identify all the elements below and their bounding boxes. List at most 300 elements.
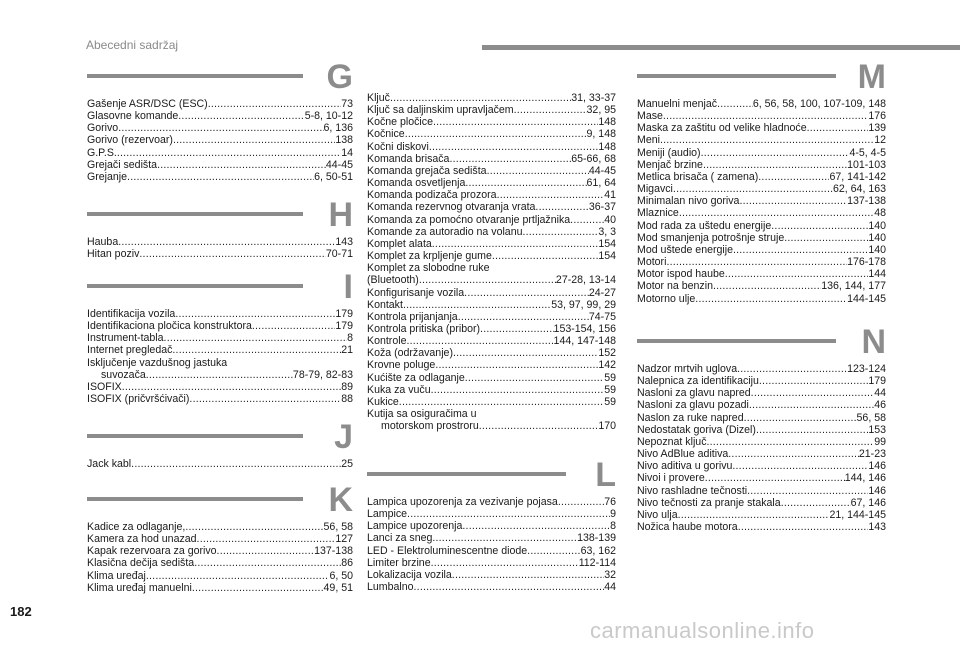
index-entry [367, 420, 616, 432]
entry-term: Identifikacija vozila [87, 308, 176, 320]
index-entry [87, 344, 353, 356]
dot-leader [535, 201, 588, 213]
entry-pages: 152 [598, 347, 616, 360]
index-entry [87, 521, 353, 533]
entry-term: Minimalan nivo goriva [637, 195, 740, 208]
entry-pages: 143 [868, 521, 886, 534]
entry-term: Nivoi i provere [637, 472, 705, 485]
index-entry [637, 448, 886, 460]
entry-term: motorskom prostroru [381, 420, 479, 433]
entry-term: Konfigurisanje vozila [367, 286, 465, 299]
index-entry [637, 134, 886, 146]
dot-leader [172, 344, 341, 356]
entry-pages: 56, 58 [856, 411, 886, 424]
dot-leader [164, 332, 348, 344]
entry-term: Komanda za pomoćno otvaranje prtljažnika [367, 213, 571, 226]
dot-leader [139, 248, 325, 260]
entry-list [637, 363, 886, 533]
entry-pages: 5-8, 10-12 [304, 110, 353, 123]
entry-pages: 154 [598, 250, 616, 263]
entry-pages: 127 [335, 533, 353, 546]
index-entry [367, 323, 616, 335]
entry-pages: 59 [604, 383, 616, 396]
index-entry [637, 256, 886, 268]
dot-leader [194, 557, 341, 569]
index-entry [87, 134, 353, 146]
index-entry [87, 98, 353, 110]
dot-leader [217, 545, 315, 557]
entry-term: Ključ [367, 92, 390, 104]
index-entry [367, 262, 616, 274]
index-entry [367, 520, 616, 532]
dot-leader [431, 384, 605, 396]
page-header-label: Abecedni sadržaj [86, 38, 179, 52]
entry-term: Klima uređaj manuelni [87, 581, 192, 594]
entry-pages: 62, 64, 163 [832, 183, 886, 196]
entry-pages: 179 [335, 308, 353, 320]
entry-pages: 144-145 [847, 292, 886, 305]
dot-leader [464, 287, 589, 299]
entry-term: Komanda brisača [367, 152, 450, 165]
dot-leader [458, 311, 589, 323]
dot-leader [178, 110, 304, 122]
header-bar [482, 45, 960, 50]
index-entry [367, 287, 616, 299]
entry-pages: 140 [868, 243, 886, 256]
entry-pages: 148 [598, 140, 616, 153]
entry-pages: 179 [868, 375, 886, 388]
entry-pages: 142 [598, 359, 616, 372]
entry-pages: 73 [341, 98, 353, 110]
dot-leader [117, 147, 341, 159]
entry-term: Komanda rezervnog otvaranja vrata [367, 201, 536, 214]
entry-pages: 101-103 [847, 158, 886, 171]
dot-leader [419, 274, 556, 286]
index-entry [367, 384, 616, 396]
entry-pages: 6, 50-51 [314, 170, 353, 183]
dot-leader [189, 393, 341, 405]
entry-term: Nivo rashladne tečnosti [637, 484, 748, 497]
entry-pages: 56, 58 [323, 521, 353, 533]
entry-term: Nalepnica za identifikaciju [637, 375, 759, 388]
dot-leader [678, 509, 830, 521]
index-entry [367, 250, 616, 262]
entry-term: Mod uštede energije [637, 243, 733, 256]
section-rule [87, 284, 303, 288]
index-entry [637, 183, 886, 195]
dot-leader [432, 532, 577, 544]
entry-term: Menjač brzine [637, 158, 703, 171]
entry-pages: 67, 141-142 [829, 170, 886, 183]
index-entry [637, 244, 886, 256]
dot-leader [771, 220, 868, 232]
index-entry [367, 335, 616, 347]
entry-term: Kamera za hod unazad [87, 533, 197, 546]
dot-leader [758, 171, 829, 183]
index-entry [367, 201, 616, 213]
entry-term: Nadzor mrtvih uglova [637, 363, 738, 375]
entry-term: Mlaznice [637, 207, 679, 220]
entry-pages: 25 [341, 458, 353, 470]
entry-pages: 4-5, 4-5 [849, 146, 886, 159]
dot-leader [751, 387, 875, 399]
entry-term: Komanda osvetljenja [367, 177, 466, 190]
dot-leader [208, 98, 342, 110]
entry-pages: 32 [604, 568, 616, 581]
entry-pages: 21, 144-145 [829, 508, 886, 521]
entry-pages: 88 [341, 393, 353, 406]
entry-pages: 9, 148 [586, 128, 616, 141]
entry-term: Krovne poluge [367, 359, 436, 372]
index-entry [87, 320, 353, 332]
entry-term: Lumbalno [367, 581, 414, 594]
entry-pages: 146 [868, 484, 886, 497]
dot-leader [570, 214, 604, 226]
entry-term: Nepoznat ključ [637, 435, 707, 448]
entry-term: Kočnice [367, 128, 405, 141]
index-entry [637, 171, 886, 183]
entry-term: Identifikaciona pločica konstruktora [87, 320, 252, 333]
entry-pages: 148 [598, 116, 616, 129]
index-entry [637, 399, 886, 411]
entry-term: Motori [637, 256, 667, 269]
entry-term: Komande za autoradio na volanu [367, 225, 523, 238]
entry-pages: 179 [335, 320, 353, 333]
entry-term: Komplet za slobodne ruke [367, 262, 490, 275]
entry-term: Komplet za krpljenje gume [367, 250, 492, 263]
index-entry [87, 122, 353, 134]
entry-pages: 8 [347, 332, 353, 345]
entry-pages: 44 [874, 387, 886, 400]
entry-term: Komanda grejača sedišta [367, 164, 487, 177]
entry-term: Motor ispod haube [637, 268, 725, 281]
entry-term: ISOFIX [87, 380, 122, 393]
dot-leader [465, 372, 604, 384]
entry-pages: 67, 146 [850, 496, 886, 509]
entry-list [637, 98, 886, 305]
index-section-g [87, 58, 353, 183]
index-entry [87, 248, 353, 260]
entry-pages: 144, 147-148 [553, 335, 616, 348]
entry-pages: 9 [610, 508, 616, 521]
entry-pages: 140 [868, 219, 886, 232]
index-entry [87, 533, 353, 545]
dot-leader [737, 363, 847, 375]
entry-pages: 154 [598, 237, 616, 250]
index-entry [367, 104, 616, 116]
entry-term: Lampice upozorenja [367, 520, 463, 533]
index-entry [367, 128, 616, 140]
dot-leader [414, 581, 605, 593]
index-entry [637, 472, 886, 484]
entry-term: Isključenje vazdušnog jastuka [87, 356, 228, 369]
entry-pages: 48 [874, 207, 886, 220]
entry-pages: 123-124 [847, 363, 886, 375]
dot-leader [703, 159, 847, 171]
dot-leader [449, 153, 571, 165]
index-entry [367, 496, 616, 508]
index-entry [637, 509, 886, 521]
dot-leader [733, 244, 868, 256]
index-entry [367, 153, 616, 165]
entry-pages: 24-27 [588, 286, 616, 299]
dot-leader [435, 359, 598, 371]
index-entry [367, 396, 616, 408]
index-entry [637, 268, 886, 280]
dot-leader [480, 323, 554, 335]
entry-pages: 136, 144, 177 [821, 280, 886, 293]
dot-leader [673, 183, 833, 195]
entry-term: suvozača [101, 368, 146, 381]
entry-term: Kočni diskovi [367, 140, 429, 153]
entry-pages: 31, 33-37 [571, 92, 616, 104]
index-section-m [637, 58, 886, 305]
section-rule [87, 212, 303, 216]
index-section-i [87, 268, 353, 406]
page-number: 182 [10, 604, 32, 619]
section-letter: L [595, 456, 616, 494]
dot-leader [492, 250, 598, 262]
dot-leader [497, 189, 605, 201]
entry-pages: 27-28, 13-14 [555, 274, 616, 287]
entry-term: Motor na benzin [637, 280, 713, 293]
entry-term: Meni [637, 134, 660, 147]
index-entry [367, 508, 616, 520]
dot-leader [131, 458, 341, 470]
dot-leader [122, 381, 341, 393]
entry-term: Grejači sedišta [87, 158, 158, 171]
entry-term: Mod smanjenja potrošnje struje [637, 231, 785, 244]
entry-pages: 36-37 [588, 201, 616, 214]
entry-pages: 146 [868, 460, 886, 473]
entry-term: Lampice [367, 508, 408, 521]
dot-leader [429, 141, 598, 153]
index-entry [637, 98, 886, 110]
index-entry [87, 393, 353, 405]
section-rule [87, 434, 303, 438]
dot-leader [197, 533, 336, 545]
entry-term: Komanda podizača prozora [367, 189, 497, 202]
entry-term: Kočne pločice [367, 116, 433, 129]
entry-term: Ključ sa daljinskim upravljačem [367, 104, 514, 117]
entry-term: Hauba [87, 236, 119, 248]
entry-pages: 144 [868, 268, 886, 281]
index-section-j [87, 418, 353, 470]
entry-pages: 6, 56, 58, 100, 107-109, 148 [752, 98, 886, 110]
entry-term: Kontrole [367, 335, 407, 348]
section-rule [87, 74, 303, 78]
entry-term: Glasovne komande [87, 110, 179, 123]
dot-leader [405, 128, 587, 140]
index-entry [637, 280, 886, 292]
entry-pages: 137-138 [847, 195, 886, 208]
entry-pages: 74-75 [588, 310, 616, 323]
entry-pages: 143 [335, 236, 353, 248]
dot-leader [705, 472, 845, 484]
entry-pages: 76 [604, 496, 616, 508]
index-entry [637, 110, 886, 122]
dot-leader [713, 280, 821, 292]
dot-leader [399, 396, 604, 408]
entry-term: ISOFIX (pričvršćivači) [87, 393, 190, 406]
dot-leader [732, 460, 868, 472]
entry-term: Koža (održavanje) [367, 347, 453, 360]
section-rule [87, 497, 303, 501]
entry-pages: 59 [604, 371, 616, 384]
dot-leader [747, 485, 868, 497]
dot-leader [701, 147, 850, 159]
entry-term: Lokalizacija vozila [367, 568, 452, 581]
index-entry [637, 387, 886, 399]
index-entry [367, 214, 616, 226]
entry-term: Hitan poziv [87, 248, 140, 261]
entry-pages: 65-66, 68 [571, 152, 616, 165]
section-rule [637, 339, 836, 343]
dot-leader [118, 122, 323, 134]
entry-term: Nivo tečnosti za pranje stakala [637, 496, 781, 509]
entry-term: Nedostatak goriva (Dizel) [637, 423, 756, 436]
entry-pages: 78-79, 82-83 [292, 368, 353, 381]
dot-leader [717, 98, 753, 110]
dot-leader [728, 448, 859, 460]
entry-pages: 112-114 [578, 556, 616, 569]
dot-leader [252, 320, 335, 332]
dot-leader [127, 171, 314, 183]
entry-term: Nasloni za glavu napred [637, 387, 751, 400]
dot-leader [514, 104, 587, 116]
index-entry [637, 220, 886, 232]
dot-leader [558, 496, 604, 508]
entry-pages: 139 [868, 122, 886, 135]
dot-leader [660, 134, 874, 146]
index-entry [637, 412, 886, 424]
dot-leader [663, 110, 868, 122]
dot-leader [406, 335, 553, 347]
entry-list [87, 521, 353, 594]
entry-term: Kuka za vuču [367, 383, 431, 396]
entry-pages: 144, 146 [844, 472, 886, 485]
dot-leader [738, 521, 869, 533]
entry-term: Motorno ulje [637, 292, 696, 305]
index-entry [87, 458, 353, 470]
index-entry [367, 141, 616, 153]
dot-leader [407, 508, 610, 520]
dot-leader [185, 521, 323, 533]
index-section-k [87, 481, 353, 594]
dot-leader [146, 570, 330, 582]
entry-pages: 137-138 [314, 545, 353, 558]
entry-term: Metlica brisača ( zamena) [637, 170, 759, 183]
dot-leader [739, 195, 847, 207]
index-entry [637, 122, 886, 134]
entry-pages: 21-23 [858, 448, 886, 461]
index-entry [367, 408, 616, 420]
index-entry [87, 171, 353, 183]
entry-list [367, 496, 616, 593]
dot-leader [403, 299, 551, 311]
index-entry [637, 363, 886, 375]
entry-term: Nožica haube motora [637, 521, 738, 534]
dot-leader [431, 557, 579, 569]
entry-term: Jack kabl [87, 458, 132, 470]
entry-term: Gašenje ASR/DSC (ESC) [87, 98, 208, 110]
index-section-h [87, 196, 353, 261]
entry-pages: 153-154, 156 [553, 322, 616, 335]
entry-pages: 6, 50 [329, 569, 353, 582]
index-entry [367, 189, 616, 201]
dot-leader [479, 420, 599, 432]
section-letter: I [343, 268, 353, 306]
section-rule [367, 472, 566, 476]
index-entry [637, 436, 886, 448]
dot-leader [756, 424, 868, 436]
index-entry [637, 207, 886, 219]
index-section-k-cont [367, 92, 616, 432]
entry-pages: 63, 162 [580, 544, 616, 557]
entry-pages: 46 [874, 399, 886, 412]
entry-term: Maska za zaštitu od velike hladnoće [637, 122, 807, 135]
entry-term: Kadice za odlaganje, [87, 521, 186, 533]
dot-leader [157, 159, 326, 171]
entry-pages: 41 [604, 189, 616, 202]
entry-pages: 53, 97, 99, 29 [551, 298, 616, 311]
entry-pages: 176-178 [847, 256, 886, 269]
entry-pages: 6, 136 [323, 122, 353, 135]
entry-term: Naslon za ruke napred [637, 411, 744, 424]
entry-pages: 176 [868, 110, 886, 123]
index-entry [367, 545, 616, 557]
entry-term: Mod rada za uštedu energije [637, 219, 772, 232]
entry-pages: 153 [868, 423, 886, 436]
index-section-n [637, 323, 886, 534]
entry-term: Lanci za sneg [367, 532, 433, 545]
index-entry [367, 569, 616, 581]
section-rule [637, 74, 836, 78]
section-letter: K [328, 481, 353, 519]
entry-term: Kontrola prijanjanja [367, 310, 458, 323]
index-entry [87, 582, 353, 594]
entry-pages: 49, 51 [323, 581, 353, 594]
section-letter: H [328, 196, 353, 234]
entry-term: Kukice [367, 395, 399, 408]
entry-pages: 138-139 [577, 532, 616, 545]
entry-pages: 70-71 [325, 248, 353, 261]
index-entry [367, 226, 616, 238]
index-entry [637, 147, 886, 159]
index-entry [367, 92, 616, 104]
entry-term: Manuelni menjač [637, 98, 718, 110]
entry-pages: 61, 64 [586, 177, 616, 190]
entry-term: Internet pregledač [87, 344, 173, 357]
entry-pages: 44-45 [588, 164, 616, 177]
index-entry [367, 311, 616, 323]
dot-leader [523, 226, 599, 238]
index-entry [87, 159, 353, 171]
dot-leader [175, 308, 335, 320]
dot-leader [465, 177, 586, 189]
dot-leader [453, 347, 598, 359]
index-entry [87, 545, 353, 557]
index-entry [637, 375, 886, 387]
dot-leader [666, 256, 847, 268]
dot-leader [807, 122, 869, 134]
entry-term: Nivo AdBlue aditiva [637, 448, 729, 461]
entry-list [87, 458, 353, 470]
entry-pages: 8 [610, 520, 616, 533]
index-entry [637, 195, 886, 207]
index-entry [637, 521, 886, 533]
entry-term: Nivo ulja [637, 508, 678, 521]
